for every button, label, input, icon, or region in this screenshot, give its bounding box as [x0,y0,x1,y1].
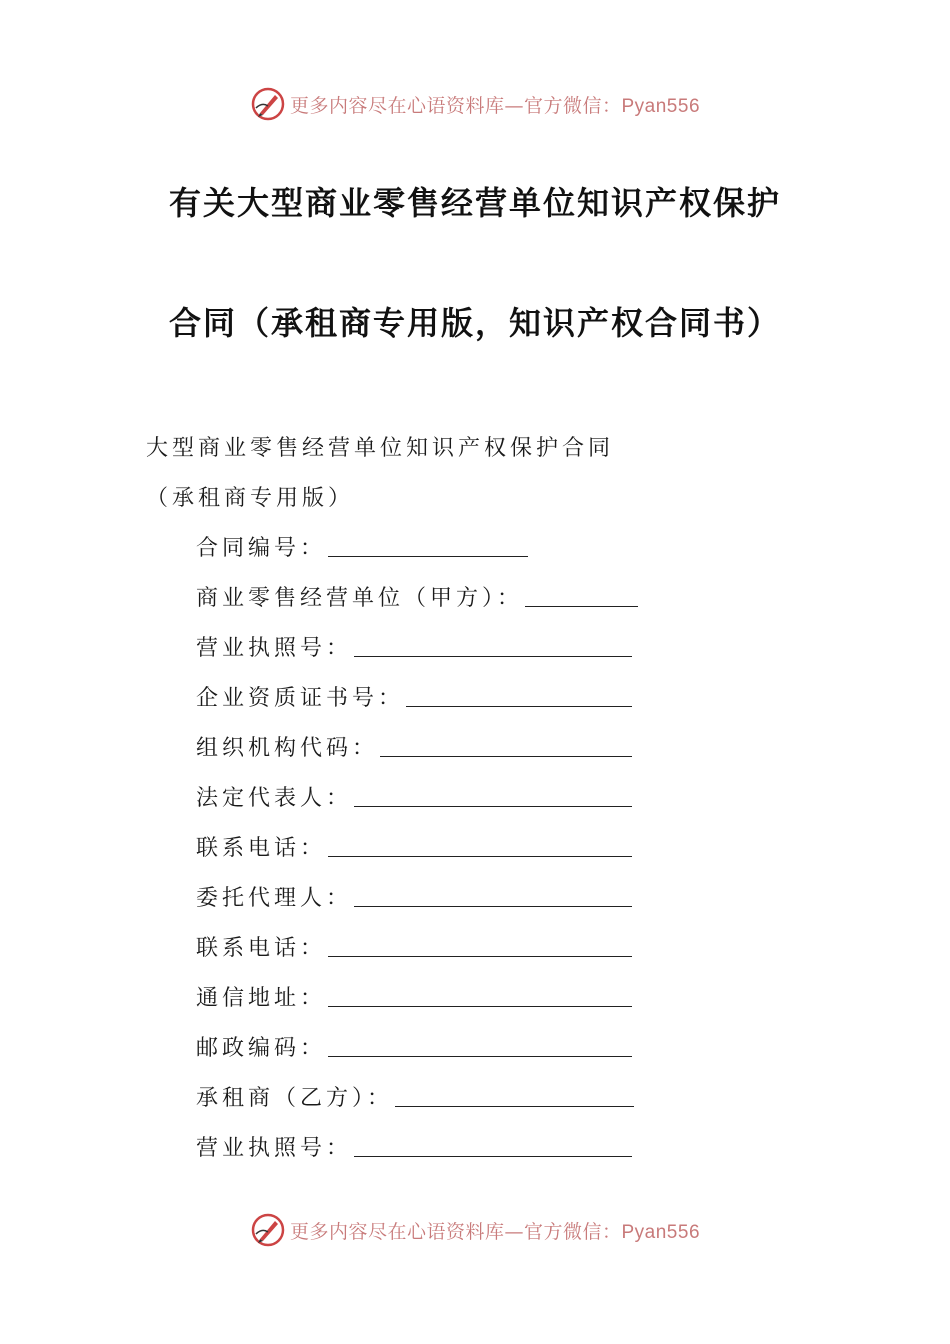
field-address [196,984,632,1014]
fill-in-blank [328,836,632,857]
field-phone-2 [196,934,632,964]
watermark-wechat-id: Pyan556 [621,95,701,117]
field-label: 邮政编码： [196,1036,327,1061]
fill-in-blank [406,686,632,707]
fill-in-blank [395,1086,634,1107]
field-org-code [196,734,632,764]
fill-in-blank [328,1036,632,1057]
field-label: 企业资质证书号： [196,686,405,711]
contract-edition: （承租商专用版） [146,486,355,511]
field-label: 合同编号： [196,536,327,561]
field-label: 委托代理人： [196,886,353,911]
field-label: 法定代表人： [196,786,353,811]
pen-logo-icon [250,1212,286,1248]
field-label: 商业零售经营单位（甲方）： [196,586,524,611]
fill-in-blank [354,886,632,907]
watermark-footer [0,1210,950,1250]
fill-in-blank [328,536,528,557]
watermark-wechat-id: Pyan556 [621,1221,701,1243]
watermark-prefix: 更多内容尽在心语资料库—官方微信： [289,94,622,117]
field-agent [196,884,632,914]
watermark-text [290,91,700,118]
contract-name: 大型商业零售经营单位知识产权保护合同 [146,436,615,461]
field-label: 营业执照号： [196,636,353,661]
field-postal-code [196,1034,632,1064]
field-business-license-a [196,634,632,664]
pen-logo-icon [250,86,286,122]
field-label: 联系电话： [196,836,327,861]
field-label: 营业执照号： [196,1136,353,1161]
field-label: 组织机构代码： [196,736,379,761]
field-party-a [196,584,638,614]
document-title-line-1: 有关大型商业零售经营单位知识产权保护 [168,184,781,222]
fill-in-blank [328,936,632,957]
field-label: 联系电话： [196,936,327,961]
field-contract-number [196,534,528,564]
field-phone-1 [196,834,632,864]
watermark-header [0,84,950,124]
field-qualification-cert [196,684,632,714]
field-label: 通信地址： [196,986,327,1011]
field-label: 承租商（乙方）： [196,1086,394,1111]
fill-in-blank [354,1136,632,1157]
fill-in-blank [328,986,632,1007]
fill-in-blank [380,736,632,757]
field-business-license-b [196,1134,632,1164]
fill-in-blank [354,636,632,657]
watermark-prefix: 更多内容尽在心语资料库—官方微信： [289,1220,622,1243]
watermark-text [290,1217,700,1244]
field-party-b [196,1084,634,1114]
fill-in-blank [525,586,638,607]
field-legal-rep [196,784,632,814]
fill-in-blank [354,786,632,807]
document-title-line-2: 合同（承租商专用版，知识产权合同书） [168,304,781,342]
